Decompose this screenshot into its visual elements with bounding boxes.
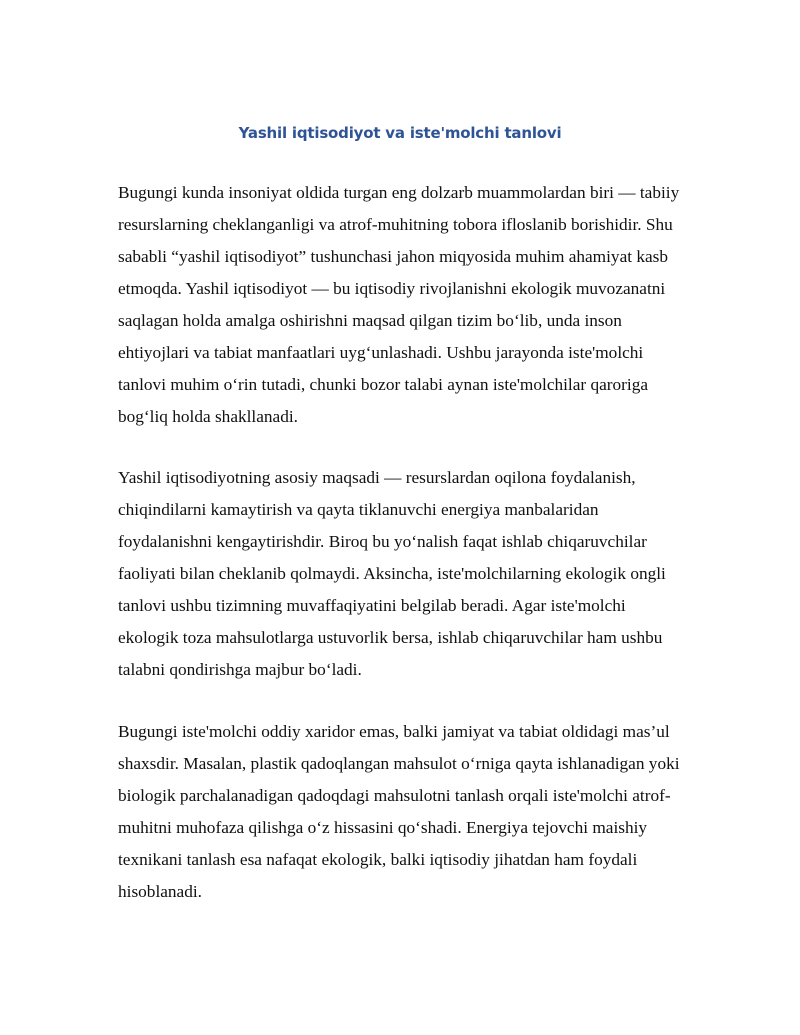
paragraph-1: Bugungi kunda insoniyat oldida turgan eng dolzarb muammolardan biri — tabiiy resurslarning cheklanganligi va atrof-muhitning tobora ifloslanib borishidir. Shu sababli “yashil iqtisodiyot” tushunchasi jahon miqyosida muhim ahamiyat kasb etmoqda. Yashil iqtisodiyot — bu iqtisodiy rivojlanishni ekologik muvozanatni saqlagan holda amalga oshirishni maqsad qilgan tizim bo‘lib, unda inson ehtiyojlari va tabiat manfaatlari uyg‘unlashadi. Ushbu jarayonda iste'molchi tanlovi muhim o‘rin tutadi, chunki bozor talabi aynan iste'molchilar qaroriga bog‘liq holda shakllanadi. [118,183,680,426]
paragraph-2: Yashil iqtisodiyotning asosiy maqsadi — resurslardan oqilona foydalanish, chiqindilarni kamaytirish va qayta tiklanuvchi energiya manbalaridan foydalanishni kengaytirishdir. Biroq bu yo‘nalish faqat ishlab chiqaruvchilar faoliyati bilan cheklanib qolmaydi. Aksincha, iste'molchilarning ekologik ongli tanlovi ushbu tizimning muvaffaqiyatini belgilab beradi. Agar iste'molchi ekologik toza mahsulotlarga ustuvorlik bersa, ishlab chiqaruvchilar ham ushbu talabni qondirishga majbur bo‘ladi. [118,468,666,679]
document-title: Yashil iqtisodiyot va iste'molchi tanlovi [238,124,562,142]
paragraph-3: Bugungi iste'molchi oddiy xaridor emas, balki jamiyat va tabiat oldidagi mas’ul shaxsdir. Masalan, plastik qadoqlangan mahsulot o‘rniga qayta ishlanadigan yoki biologik parchalanadigan qadoqdagi mahsulotni tanlash orqali iste'molchi atrof-muhitni muhofaza qilishga o‘z hissasini qo‘shadi. Energiya tejovchi maishiy texnikani tanlash esa nafaqat ekologik, balki iqtisodiy jihatdan ham foydali hisoblanadi. [118,722,680,901]
